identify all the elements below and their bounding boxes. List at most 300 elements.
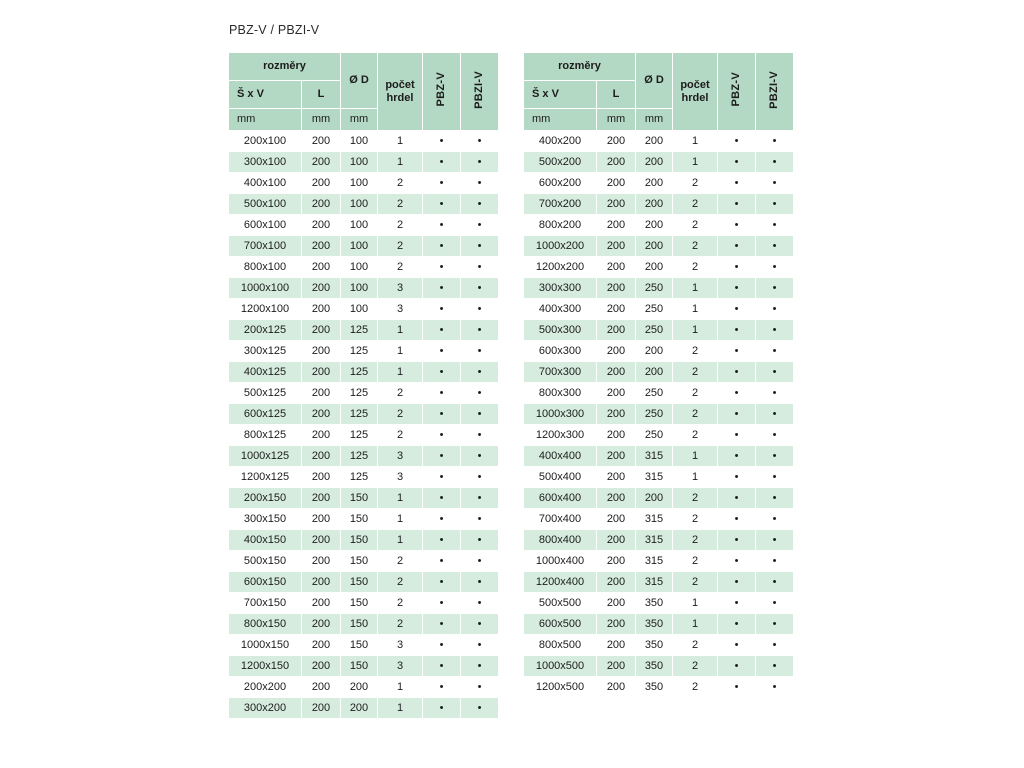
pbziv-dot-cell: • — [756, 173, 794, 194]
diameter-cell: 250 — [636, 383, 673, 404]
length-cell: 200 — [597, 509, 636, 530]
pbzv-dot-cell: • — [718, 215, 756, 236]
diameter-cell: 150 — [341, 656, 378, 677]
header-pbzv-label: PBZ-V — [730, 72, 743, 107]
diameter-cell: 125 — [341, 362, 378, 383]
size-cell: 500x100 — [229, 194, 302, 215]
count-cell: 2 — [673, 656, 718, 677]
count-cell: 1 — [378, 362, 423, 383]
pbzv-dot-cell: • — [718, 404, 756, 425]
table-row — [229, 341, 499, 362]
table-row — [229, 362, 499, 383]
diameter-cell: 350 — [636, 635, 673, 656]
count-cell: 2 — [673, 530, 718, 551]
length-cell: 200 — [302, 236, 341, 257]
pbzv-dot-cell: • — [423, 194, 461, 215]
table-row — [524, 362, 794, 383]
pbziv-dot-cell: • — [461, 425, 499, 446]
pbziv-dot-cell: • — [461, 383, 499, 404]
table-row — [524, 677, 794, 698]
size-cell: 1200x400 — [524, 572, 597, 593]
diameter-cell: 125 — [341, 446, 378, 467]
pbzv-dot-cell: • — [718, 467, 756, 488]
count-cell: 3 — [378, 446, 423, 467]
table-row — [524, 383, 794, 404]
pbzv-dot-cell: • — [423, 509, 461, 530]
table-row — [524, 299, 794, 320]
header-pbziv-label: PBZI-V — [768, 70, 781, 109]
count-cell: 2 — [673, 572, 718, 593]
header-l: L — [597, 81, 636, 109]
table-row — [229, 677, 499, 698]
length-cell: 200 — [597, 446, 636, 467]
count-cell: 1 — [673, 467, 718, 488]
count-cell: 2 — [378, 194, 423, 215]
count-cell: 1 — [673, 299, 718, 320]
size-cell: 300x300 — [524, 278, 597, 299]
count-cell: 1 — [378, 509, 423, 530]
count-cell: 2 — [378, 593, 423, 614]
table-row — [524, 215, 794, 236]
diameter-cell: 200 — [636, 131, 673, 152]
length-cell: 200 — [302, 467, 341, 488]
count-cell: 1 — [378, 320, 423, 341]
table-row — [229, 383, 499, 404]
diameter-cell: 100 — [341, 236, 378, 257]
diameter-cell: 250 — [636, 320, 673, 341]
length-cell: 200 — [302, 341, 341, 362]
length-cell: 200 — [302, 362, 341, 383]
size-cell: 800x200 — [524, 215, 597, 236]
diameter-cell: 315 — [636, 446, 673, 467]
diameter-cell: 200 — [636, 488, 673, 509]
length-cell: 200 — [302, 446, 341, 467]
length-cell: 200 — [597, 425, 636, 446]
pbziv-dot-cell: • — [461, 173, 499, 194]
pbzv-dot-cell: • — [423, 257, 461, 278]
table-row — [524, 509, 794, 530]
size-cell: 200x200 — [229, 677, 302, 698]
header-unit-d: mm — [636, 109, 673, 131]
size-cell: 300x150 — [229, 509, 302, 530]
table-row — [524, 488, 794, 509]
pbziv-dot-cell: • — [461, 320, 499, 341]
diameter-cell: 200 — [636, 362, 673, 383]
diameter-cell: 150 — [341, 593, 378, 614]
diameter-cell: 125 — [341, 383, 378, 404]
pbziv-dot-cell: • — [756, 656, 794, 677]
pbziv-dot-cell: • — [756, 299, 794, 320]
pbziv-dot-cell: • — [461, 467, 499, 488]
count-cell: 1 — [673, 320, 718, 341]
size-cell: 1200x125 — [229, 467, 302, 488]
count-cell: 1 — [378, 152, 423, 173]
length-cell: 200 — [302, 425, 341, 446]
size-cell: 700x300 — [524, 362, 597, 383]
length-cell: 200 — [302, 299, 341, 320]
table-row — [524, 614, 794, 635]
table-row — [524, 635, 794, 656]
count-cell: 2 — [378, 173, 423, 194]
table-row — [229, 467, 499, 488]
diameter-cell: 315 — [636, 467, 673, 488]
header-pbziv — [461, 53, 499, 131]
table-row — [524, 404, 794, 425]
diameter-cell: 200 — [636, 257, 673, 278]
pbzv-dot-cell: • — [423, 425, 461, 446]
count-cell: 2 — [673, 425, 718, 446]
table-row — [524, 320, 794, 341]
pbziv-dot-cell: • — [461, 488, 499, 509]
pbziv-dot-cell: • — [461, 257, 499, 278]
pbzv-dot-cell: • — [718, 194, 756, 215]
pbziv-dot-cell: • — [461, 362, 499, 383]
pbzv-dot-cell: • — [718, 593, 756, 614]
size-cell: 500x300 — [524, 320, 597, 341]
count-cell: 3 — [378, 656, 423, 677]
table-row — [229, 173, 499, 194]
length-cell: 200 — [302, 131, 341, 152]
count-cell: 3 — [378, 299, 423, 320]
diameter-cell: 200 — [341, 698, 378, 719]
table-row — [524, 278, 794, 299]
diameter-cell: 250 — [636, 404, 673, 425]
count-cell: 2 — [378, 215, 423, 236]
pbziv-dot-cell: • — [756, 509, 794, 530]
length-cell: 200 — [597, 677, 636, 698]
count-cell: 1 — [378, 530, 423, 551]
diameter-cell: 150 — [341, 509, 378, 530]
pbzv-dot-cell: • — [423, 488, 461, 509]
pbziv-dot-cell: • — [461, 593, 499, 614]
pbzv-dot-cell: • — [718, 278, 756, 299]
table-row — [524, 194, 794, 215]
diameter-cell: 125 — [341, 404, 378, 425]
pbziv-dot-cell: • — [756, 677, 794, 698]
pbziv-dot-cell: • — [461, 698, 499, 719]
diameter-cell: 200 — [636, 236, 673, 257]
header-sxv: Š x V — [524, 81, 597, 109]
size-cell: 400x200 — [524, 131, 597, 152]
diameter-cell: 125 — [341, 467, 378, 488]
table-row — [524, 467, 794, 488]
count-cell: 1 — [673, 446, 718, 467]
diameter-cell: 100 — [341, 173, 378, 194]
diameter-cell: 100 — [341, 257, 378, 278]
length-cell: 200 — [597, 488, 636, 509]
diameter-cell: 100 — [341, 131, 378, 152]
pbziv-dot-cell: • — [461, 236, 499, 257]
pbzv-dot-cell: • — [718, 173, 756, 194]
length-cell: 200 — [302, 677, 341, 698]
size-cell: 700x100 — [229, 236, 302, 257]
pbzv-dot-cell: • — [423, 446, 461, 467]
length-cell: 200 — [597, 467, 636, 488]
size-cell: 1000x125 — [229, 446, 302, 467]
count-cell: 1 — [378, 488, 423, 509]
size-cell: 500x125 — [229, 383, 302, 404]
size-cell: 600x100 — [229, 215, 302, 236]
pbziv-dot-cell: • — [461, 278, 499, 299]
pbzv-dot-cell: • — [718, 425, 756, 446]
header-unit-d: mm — [341, 109, 378, 131]
size-cell: 500x150 — [229, 551, 302, 572]
header-l: L — [302, 81, 341, 109]
pbziv-dot-cell: • — [461, 677, 499, 698]
pbzv-dot-cell: • — [718, 677, 756, 698]
diameter-cell: 150 — [341, 530, 378, 551]
table-row — [524, 656, 794, 677]
diameter-cell: 315 — [636, 530, 673, 551]
pbzv-dot-cell: • — [718, 530, 756, 551]
size-cell: 800x100 — [229, 257, 302, 278]
length-cell: 200 — [302, 404, 341, 425]
tables-container — [228, 52, 794, 719]
pbzv-dot-cell: • — [423, 215, 461, 236]
pbzv-dot-cell: • — [423, 572, 461, 593]
count-cell: 1 — [673, 152, 718, 173]
size-cell: 600x400 — [524, 488, 597, 509]
left-table — [228, 52, 499, 719]
table-row — [524, 551, 794, 572]
length-cell: 200 — [302, 383, 341, 404]
table-row — [524, 152, 794, 173]
length-cell: 200 — [597, 530, 636, 551]
diameter-cell: 350 — [636, 677, 673, 698]
diameter-cell: 125 — [341, 320, 378, 341]
pbziv-dot-cell: • — [756, 131, 794, 152]
length-cell: 200 — [597, 551, 636, 572]
table-row — [229, 656, 499, 677]
count-cell: 2 — [673, 677, 718, 698]
table-row — [229, 299, 499, 320]
diameter-cell: 315 — [636, 572, 673, 593]
pbziv-dot-cell: • — [756, 614, 794, 635]
diameter-cell: 200 — [636, 152, 673, 173]
length-cell: 200 — [302, 320, 341, 341]
length-cell: 200 — [302, 614, 341, 635]
table-row — [524, 257, 794, 278]
pbziv-dot-cell: • — [461, 509, 499, 530]
length-cell: 200 — [302, 257, 341, 278]
count-cell: 2 — [378, 614, 423, 635]
pbziv-dot-cell: • — [756, 341, 794, 362]
pbziv-dot-cell: • — [461, 530, 499, 551]
diameter-cell: 150 — [341, 614, 378, 635]
size-cell: 1000x400 — [524, 551, 597, 572]
count-cell: 3 — [378, 467, 423, 488]
header-unit-sxv: mm — [229, 109, 302, 131]
count-cell: 2 — [673, 257, 718, 278]
count-cell: 1 — [378, 131, 423, 152]
table-row — [229, 593, 499, 614]
length-cell: 200 — [302, 215, 341, 236]
length-cell: 200 — [302, 194, 341, 215]
size-cell: 1200x300 — [524, 425, 597, 446]
length-cell: 200 — [302, 572, 341, 593]
header-diameter: Ø D — [636, 53, 673, 109]
pbzv-dot-cell: • — [423, 656, 461, 677]
size-cell: 400x400 — [524, 446, 597, 467]
pbziv-dot-cell: • — [756, 257, 794, 278]
count-cell: 2 — [673, 488, 718, 509]
pbzv-dot-cell: • — [718, 152, 756, 173]
diameter-cell: 200 — [341, 677, 378, 698]
header-unit-l: mm — [597, 109, 636, 131]
count-cell: 2 — [673, 236, 718, 257]
pbziv-dot-cell: • — [756, 362, 794, 383]
count-cell: 2 — [673, 404, 718, 425]
size-cell: 1000x150 — [229, 635, 302, 656]
count-cell: 2 — [673, 215, 718, 236]
length-cell: 200 — [597, 572, 636, 593]
size-cell: 800x400 — [524, 530, 597, 551]
pbzv-dot-cell: • — [423, 152, 461, 173]
pbzv-dot-cell: • — [718, 131, 756, 152]
length-cell: 200 — [302, 509, 341, 530]
count-cell: 1 — [378, 677, 423, 698]
header-pbzv-label: PBZ-V — [435, 72, 448, 107]
pbzv-dot-cell: • — [423, 698, 461, 719]
pbzv-dot-cell: • — [718, 446, 756, 467]
pbzv-dot-cell: • — [718, 299, 756, 320]
size-cell: 800x150 — [229, 614, 302, 635]
diameter-cell: 200 — [636, 194, 673, 215]
pbziv-dot-cell: • — [756, 572, 794, 593]
table-row — [524, 341, 794, 362]
count-cell: 1 — [378, 341, 423, 362]
length-cell: 200 — [597, 341, 636, 362]
pbzv-dot-cell: • — [423, 362, 461, 383]
page-title: PBZ-V / PBZI-V — [229, 23, 320, 37]
length-cell: 200 — [597, 194, 636, 215]
pbzv-dot-cell: • — [423, 299, 461, 320]
pbzv-dot-cell: • — [423, 131, 461, 152]
size-cell: 800x125 — [229, 425, 302, 446]
table-row — [524, 131, 794, 152]
size-cell: 200x125 — [229, 320, 302, 341]
size-cell: 1200x100 — [229, 299, 302, 320]
diameter-cell: 100 — [341, 215, 378, 236]
table-row — [524, 593, 794, 614]
length-cell: 200 — [597, 593, 636, 614]
size-cell: 300x100 — [229, 152, 302, 173]
count-cell: 3 — [378, 635, 423, 656]
table-row — [524, 530, 794, 551]
pbzv-dot-cell: • — [718, 656, 756, 677]
diameter-cell: 350 — [636, 593, 673, 614]
size-cell: 600x300 — [524, 341, 597, 362]
pbziv-dot-cell: • — [461, 194, 499, 215]
size-cell: 1200x500 — [524, 677, 597, 698]
header-pbzv — [423, 53, 461, 131]
size-cell: 700x200 — [524, 194, 597, 215]
diameter-cell: 250 — [636, 278, 673, 299]
pbziv-dot-cell: • — [461, 152, 499, 173]
diameter-cell: 200 — [636, 341, 673, 362]
pbziv-dot-cell: • — [756, 635, 794, 656]
size-cell: 400x100 — [229, 173, 302, 194]
diameter-cell: 200 — [636, 215, 673, 236]
header-diameter: Ø D — [341, 53, 378, 109]
size-cell: 800x500 — [524, 635, 597, 656]
pbzv-dot-cell: • — [423, 173, 461, 194]
length-cell: 200 — [597, 299, 636, 320]
size-cell: 1200x150 — [229, 656, 302, 677]
pbzv-dot-cell: • — [718, 383, 756, 404]
diameter-cell: 150 — [341, 488, 378, 509]
pbzv-dot-cell: • — [423, 551, 461, 572]
table-row — [229, 635, 499, 656]
pbzv-dot-cell: • — [423, 467, 461, 488]
size-cell: 400x300 — [524, 299, 597, 320]
pbzv-dot-cell: • — [718, 257, 756, 278]
size-cell: 300x200 — [229, 698, 302, 719]
pbzv-dot-cell: • — [423, 614, 461, 635]
diameter-cell: 100 — [341, 152, 378, 173]
pbziv-dot-cell: • — [461, 341, 499, 362]
table-row — [524, 173, 794, 194]
pbziv-dot-cell: • — [756, 278, 794, 299]
pbzv-dot-cell: • — [423, 404, 461, 425]
length-cell: 200 — [597, 173, 636, 194]
pbziv-dot-cell: • — [756, 383, 794, 404]
left-table-body — [229, 131, 499, 719]
table-row — [229, 278, 499, 299]
pbziv-dot-cell: • — [461, 404, 499, 425]
count-cell: 1 — [673, 278, 718, 299]
table-row — [229, 446, 499, 467]
diameter-cell: 150 — [341, 551, 378, 572]
header-rozmery: rozměry — [229, 53, 341, 81]
length-cell: 200 — [302, 530, 341, 551]
count-cell: 2 — [673, 509, 718, 530]
pbziv-dot-cell: • — [461, 215, 499, 236]
length-cell: 200 — [302, 278, 341, 299]
table-row — [229, 509, 499, 530]
pbziv-dot-cell: • — [461, 656, 499, 677]
pbziv-dot-cell: • — [756, 530, 794, 551]
pbziv-dot-cell: • — [756, 425, 794, 446]
diameter-cell: 250 — [636, 299, 673, 320]
length-cell: 200 — [597, 236, 636, 257]
diameter-cell: 250 — [636, 425, 673, 446]
size-cell: 1200x200 — [524, 257, 597, 278]
count-cell: 2 — [378, 404, 423, 425]
diameter-cell: 125 — [341, 341, 378, 362]
table-header — [524, 53, 794, 131]
size-cell: 200x100 — [229, 131, 302, 152]
table-row — [524, 446, 794, 467]
pbzv-dot-cell: • — [718, 488, 756, 509]
size-cell: 600x125 — [229, 404, 302, 425]
count-cell: 2 — [673, 383, 718, 404]
pbzv-dot-cell: • — [718, 236, 756, 257]
count-cell: 1 — [378, 698, 423, 719]
diameter-cell: 350 — [636, 656, 673, 677]
pbzv-dot-cell: • — [423, 320, 461, 341]
count-cell: 2 — [378, 572, 423, 593]
count-cell: 2 — [673, 362, 718, 383]
pbziv-dot-cell: • — [461, 446, 499, 467]
length-cell: 200 — [302, 656, 341, 677]
pbziv-dot-cell: • — [461, 572, 499, 593]
header-pbziv — [756, 53, 794, 131]
size-cell: 500x500 — [524, 593, 597, 614]
pbzv-dot-cell: • — [423, 677, 461, 698]
pbziv-dot-cell: • — [756, 446, 794, 467]
table-row — [229, 551, 499, 572]
